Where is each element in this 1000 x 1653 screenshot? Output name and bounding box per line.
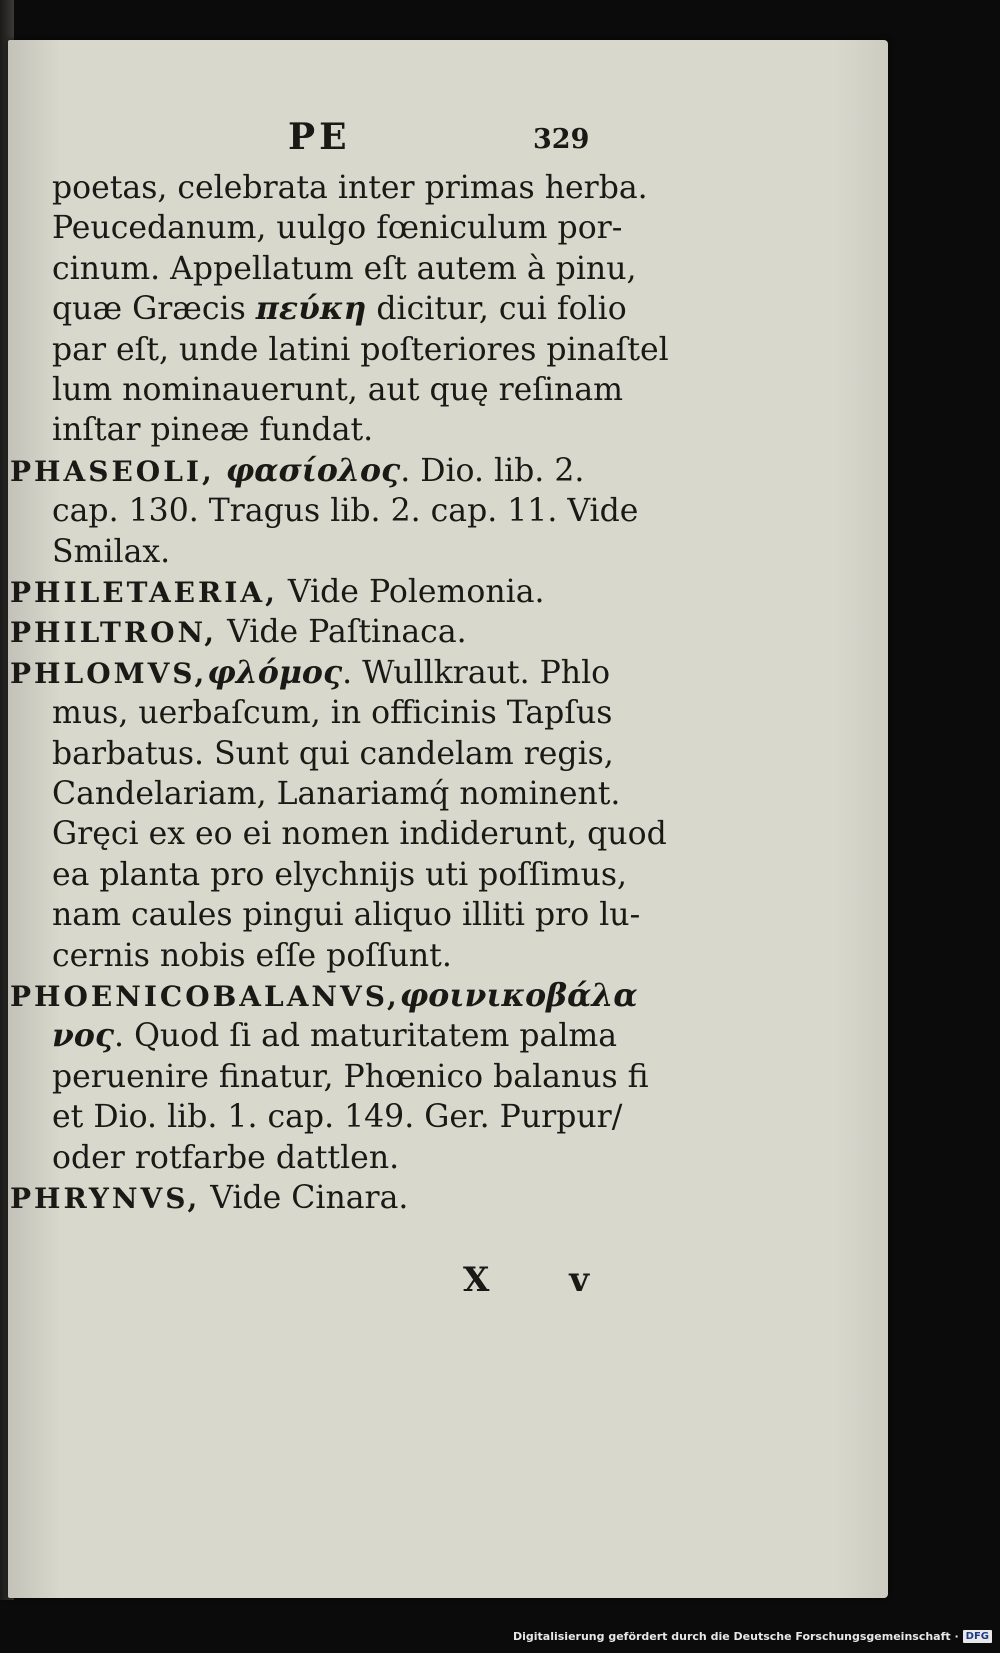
text-line [52, 1138, 399, 1178]
line-text: Vide Cinara. [200, 1180, 409, 1216]
line-text: et Dio. lib. 1. cap. 149. Ger. Purpur/ [52, 1099, 623, 1136]
running-head: PE [288, 116, 351, 158]
line-text: . Wullkraut. Phlo [342, 654, 611, 691]
text-line [52, 936, 452, 976]
headword: PHRYNVS, [10, 1182, 201, 1215]
text-line [52, 410, 373, 450]
entry-headword-line [10, 612, 467, 652]
text-line [52, 532, 170, 572]
line-text: . Quod ſi ad maturitatem palma [114, 1018, 618, 1055]
text-line [52, 491, 638, 531]
text-line [52, 693, 612, 733]
line-text: cap. 130. Tragus lib. 2. cap. 11. Vide [52, 493, 639, 530]
dfg-logo-icon: DFG [963, 1630, 992, 1643]
line-text: Peucedanum, uulgo fœniculum por- [52, 210, 623, 247]
signature-mark: X v [463, 1260, 623, 1300]
entry-headword-line [10, 451, 584, 491]
entry-headword-line [10, 976, 638, 1016]
line-text: lum nominauerunt, aut quę reſinam [52, 372, 623, 408]
greek-term: πεύκη [255, 290, 367, 328]
line-text: oder rotfarbe dattlen. [52, 1139, 400, 1176]
line-text: peruenire finatur, Phœnico balanus fi [52, 1058, 649, 1095]
headword: PHILETAERIA, [10, 576, 278, 609]
text-line [52, 1057, 649, 1097]
greek-term: φασίολος [214, 451, 401, 489]
line-text: nam caules pingui aliquo illiti pro lu- [52, 897, 641, 934]
text-line [52, 208, 622, 248]
text-line [52, 814, 667, 854]
line-text: quæ Græcis [52, 291, 256, 328]
headword: PHOENICOBALANVS, [10, 980, 400, 1013]
text-line [52, 1016, 617, 1056]
text-line [52, 168, 648, 208]
headword: PHLOMVS, [10, 656, 208, 690]
line-text: ea planta pro elychnijs uti poſſimus, [52, 856, 628, 893]
text-line [52, 895, 640, 935]
line-text: Gręci ex eo ei nomen indiderunt, quod [52, 816, 667, 853]
line-text: Candelariam, Lanariamq́ nominent. [52, 776, 621, 812]
text-line [52, 734, 614, 774]
headword: PHASEOLI, [10, 454, 215, 488]
line-text: par eſt, unde latini poſteriores pinaſtel [52, 331, 669, 368]
text-line [52, 774, 620, 814]
line-text: Vide Polemonia. [277, 574, 545, 610]
dfg-credit [513, 1623, 992, 1649]
text-line [52, 1097, 622, 1137]
line-text: inſtar pineæ fundat. [52, 412, 374, 449]
page-header [8, 116, 888, 172]
line-text: dicitur, cui folio [366, 291, 627, 328]
greek-term: νος [52, 1017, 115, 1055]
entry-headword-line [10, 572, 545, 612]
headword: PHILTRON, [10, 616, 218, 650]
line-text: Smilax. [52, 533, 171, 570]
line-text: Vide Paſtinaca. [217, 614, 467, 651]
greek-term: φοινικοβάλα [399, 977, 638, 1014]
book-page [8, 40, 888, 1598]
text-line [52, 370, 623, 410]
entry-headword-line [10, 653, 610, 693]
line-text: mus, uerbaſcum, in officinis Tapſus [52, 695, 613, 732]
line-text: cinum. Appellatum eſt autem à pinu, [52, 250, 637, 287]
line-text: . Dio. lib. 2. [400, 452, 585, 489]
line-text: cernis nobis eſſe poſſunt. [52, 937, 452, 974]
text-line [52, 249, 637, 289]
text-line [52, 330, 669, 370]
line-text: poetas, celebrata inter primas herba. [52, 170, 648, 206]
text-line [52, 289, 627, 329]
text-line [52, 855, 627, 895]
entry-headword-line [10, 1178, 408, 1218]
greek-term: φλόμος [207, 653, 343, 691]
page-number: 329 [533, 124, 590, 155]
dfg-credit-text: Digitalisierung gefördert durch die Deutsche Forschungsgemeinschaft · [512, 1629, 959, 1643]
line-text: barbatus. Sunt qui candelam regis, [52, 735, 614, 772]
